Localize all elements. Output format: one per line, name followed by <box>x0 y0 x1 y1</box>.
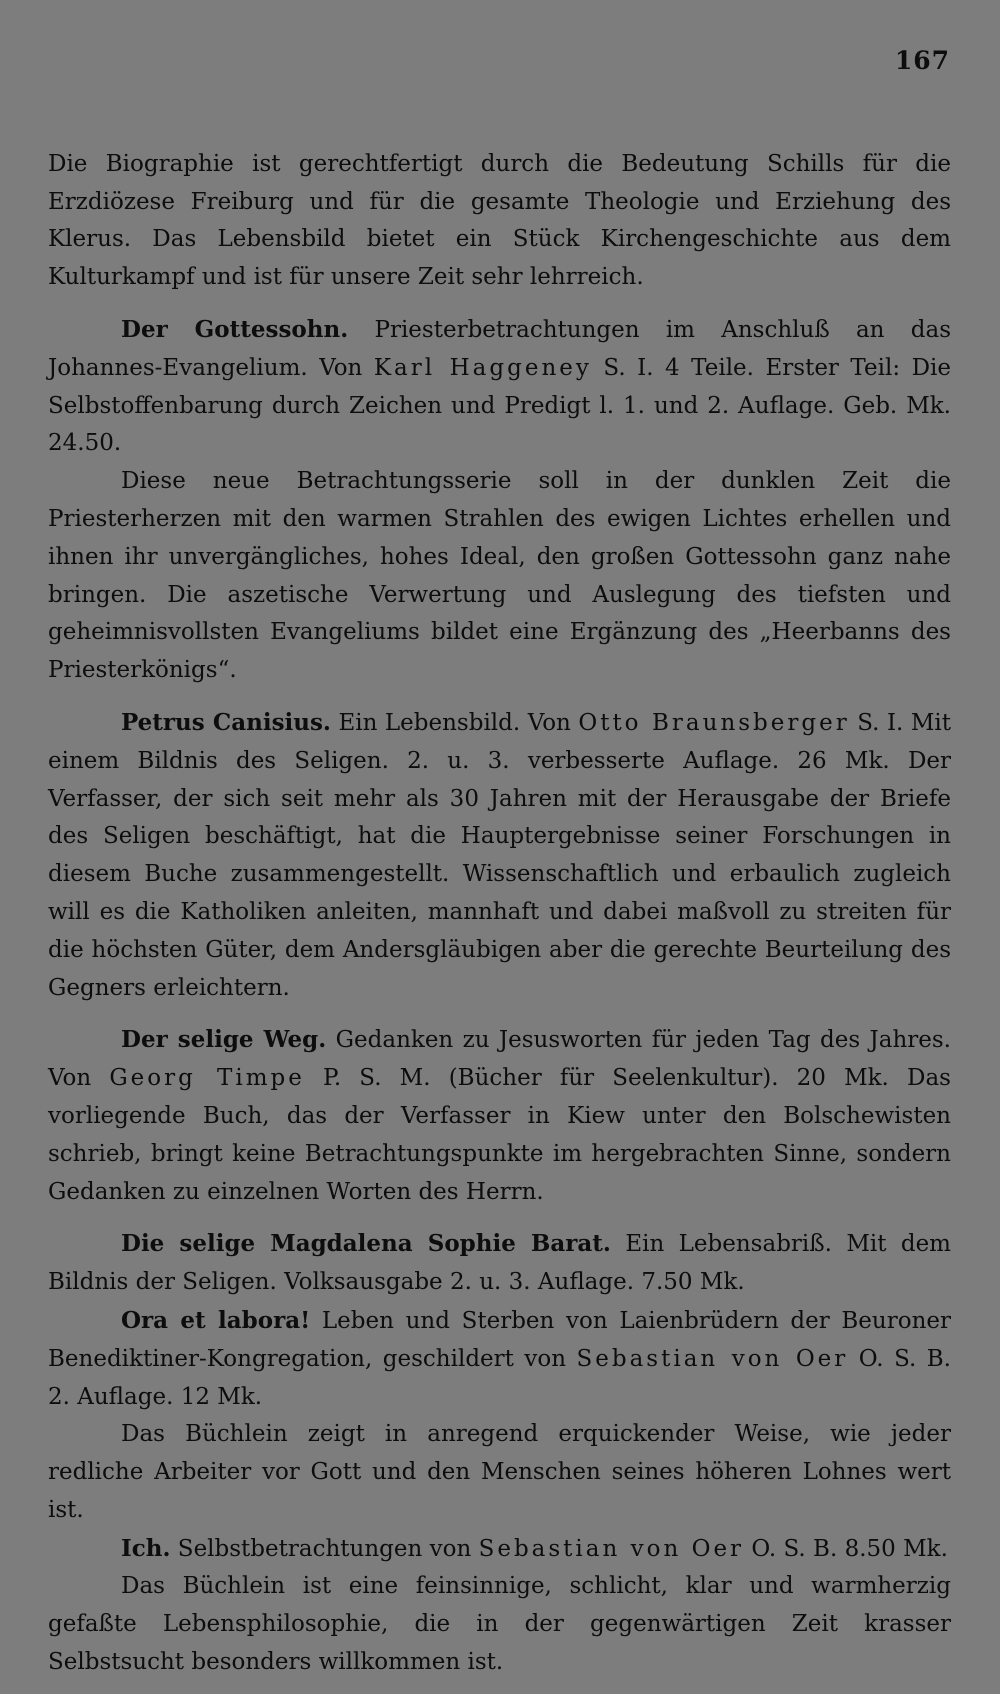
entry-petrus-canisius <box>48 704 951 1007</box>
entry-ora-et-labora <box>48 1302 951 1416</box>
paragraph-text: Das Büchlein ist eine feinsinnige, schlicht, klar und warmherzig gefaßte Lebensphilosophie, die in der gegenwärtigen Zeit krasser Selbstsucht besonders willkommen ist. <box>48 1573 951 1676</box>
entry-author: Karl Haggeney <box>373 354 592 381</box>
entry-author: Otto Braunsberger <box>578 709 850 736</box>
paragraph-schill-review <box>48 108 951 297</box>
paragraph-text: Diese neue Betrachtungsserie soll in der dunklen Zeit die Priesterherzen mit den warmen Strahlen des ewigen Lichtes erhellen und ihnen ihr unvergängliches, hohes Ideal, den großen Gottessohn ganz nahe bringen. Die aszetische Verwertung und Auslegung des tiefsten und geheimnisvollsten Evangeliums bildet eine Ergänzung des „Heerbanns des Priesterkönigs“. <box>48 468 951 684</box>
entry-title: Ich. <box>121 1534 171 1562</box>
paragraph-gottessohn-review <box>48 463 951 690</box>
entry-text-continued: O. S. B. 8.50 Mk. <box>744 1535 948 1562</box>
entry-text: Ein Lebensbild. Von <box>330 709 579 736</box>
entry-text-continued: O. S. B. 2. Auflage. 12 Mk. <box>48 1345 951 1410</box>
entry-author: Georg Timpe <box>109 1065 305 1092</box>
page-content <box>48 108 951 1682</box>
entry-text-continued: S. I. 4 Teile. Erster Teil: Die Selbstoffenbarung durch Zeichen und Predigt l. 1. und 2. Auflage. Geb. Mk. 24.50. <box>48 354 951 457</box>
entry-der-gottessohn <box>48 311 951 463</box>
entry-author: Sebastian von Oer <box>478 1535 745 1562</box>
entry-text: Gedanken zu Jesusworten für jeden Tag des Jahres. Von <box>48 1027 951 1092</box>
entry-der-selige-weg <box>48 1021 951 1211</box>
entry-text: Selbstbetrachtungen von <box>170 1535 479 1562</box>
entry-text: Ein Lebensabriß. Mit dem Bildnis der Seligen. Volksausgabe 2. u. 3. Auflage. 7.50 Mk. <box>48 1231 951 1296</box>
entry-text-continued: S. I. Mit einem Bildnis des Seligen. 2. u. 3. verbesserte Auflage. 26 Mk. Der Verfasser, der sich seit mehr als 30 Jahren mit der Herausgabe der Briefe des Seligen beschäftigt, hat die Hauptergebnisse seiner Forschungen in diesem Buche zusammengestellt. Wissenschaftlich und erbaulich zugleich will es die Katholiken anleiten, mannhaft und dabei maßvoll zu streiten für die höchsten Güter, dem Andersgläubigen aber die gerechte Beurteilung des Gegners erleichtern. <box>48 709 952 1001</box>
entry-title: Der selige Weg. <box>121 1026 327 1054</box>
paragraph-ora-et-labora-review <box>48 1416 951 1529</box>
entry-text: Priesterbetrachtungen im Anschluß an das Johannes-Evangelium. Von <box>48 316 951 381</box>
page-number: 167 <box>894 46 950 75</box>
entry-title: Ora et labora! <box>121 1306 311 1334</box>
entry-title: Petrus Canisius. <box>121 708 331 736</box>
paragraph-ich-review <box>48 1568 951 1681</box>
paragraph-text: Das Büchlein zeigt in anregend erquickender Weise, wie jeder redliche Arbeiter vor Gott und den Menschen seines höheren Lohnes wert ist. <box>48 1421 951 1523</box>
paragraph-text: Die Biographie ist gerechtfertigt durch die Bedeutung Schills für die Erzdiözese Freiburg und für die gesamte Theologie und Erziehung des Klerus. Das Lebensbild bietet ein Stück Kirchengeschichte aus dem Kulturkampf und ist für unsere Zeit sehr lehrreich. <box>48 150 951 291</box>
entry-title: Der Gottessohn. <box>121 315 349 343</box>
entry-ich <box>48 1530 951 1569</box>
entry-title: Die selige Magdalena Sophie Barat. <box>121 1230 611 1258</box>
entry-text: Leben und Sterben von Laienbrüdern der Beuroner Benediktiner-Kongregation, geschildert von <box>48 1307 951 1372</box>
entry-author: Sebastian von Oer <box>576 1345 849 1372</box>
entry-text-continued: P. S. M. (Bücher für Seelenkultur). 20 Mk. Das vorliegende Buch, das der Verfasser in Kiew unter den Bolschewisten schrieb, bringt keine Betrachtungspunkte im hergebrachten Sinne, sondern Gedanken zu einzelnen Worten des Herrn. <box>48 1065 951 1205</box>
entry-magdalena-sophie-barat <box>48 1225 951 1302</box>
